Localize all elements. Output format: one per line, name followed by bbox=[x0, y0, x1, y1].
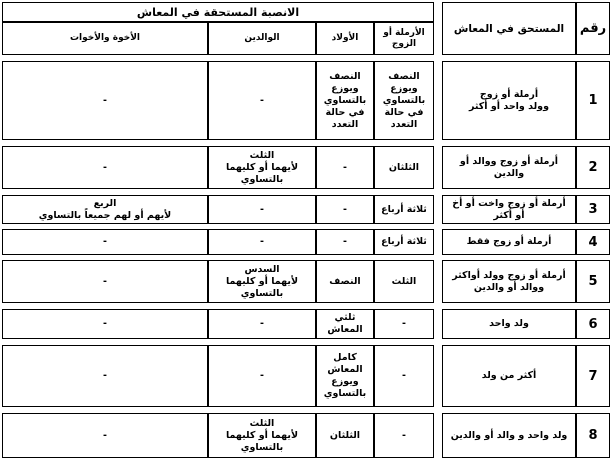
cell-widow: النصف ويوزع بالتساوي في حالة التعدد bbox=[374, 61, 434, 140]
row-beneficiary: أرملة أو زوج واخت أو أخ أو أكثر bbox=[442, 195, 576, 224]
cell-parents: الثلث لأيهما أو كليهما بالتساوي bbox=[208, 413, 316, 458]
cell-children: - bbox=[316, 146, 374, 189]
cell-siblings: - bbox=[2, 229, 208, 255]
cell-children: النصف ويوزع بالتساوي في حالة التعدد bbox=[316, 61, 374, 140]
table-row bbox=[2, 61, 610, 140]
row-beneficiary: أكثر من ولد bbox=[442, 345, 576, 407]
table-row bbox=[2, 195, 610, 224]
cell-parents: - bbox=[208, 61, 316, 140]
cell-parents: - bbox=[208, 345, 316, 407]
table-row bbox=[2, 146, 610, 189]
header-beneficiary: المستحق في المعاش bbox=[442, 2, 576, 55]
cell-parents: - bbox=[208, 229, 316, 255]
cell-parents: الثلث لأيهما أو كليهما بالتساوي bbox=[208, 146, 316, 189]
cell-parents: - bbox=[208, 195, 316, 224]
cell-parents: السدس لأيهما أو كليهما بالتساوي bbox=[208, 260, 316, 303]
row-num: 2 bbox=[576, 146, 610, 189]
row-num: 8 bbox=[576, 413, 610, 458]
table-row bbox=[2, 260, 610, 303]
row-beneficiary: أرملة أو زوج وولد واحد أو أكثر bbox=[442, 61, 576, 140]
header-shares-title: الانصبة المستحقة في المعاش bbox=[2, 2, 434, 22]
row-num: 3 bbox=[576, 195, 610, 224]
row-num: 6 bbox=[576, 309, 610, 339]
row-beneficiary: أرملة أو زوج وولد أواكثر ووالد أو والدين bbox=[442, 260, 576, 303]
cell-siblings: الربع لأيهم أو لهم جميعاً بالتساوي bbox=[2, 195, 208, 224]
header-col-parents: الوالدين bbox=[208, 22, 316, 55]
cell-widow: ثلاثة أرباع bbox=[374, 195, 434, 224]
header-col-siblings: الأخوة والأخوات bbox=[2, 22, 208, 55]
cell-widow: - bbox=[374, 309, 434, 339]
cell-siblings: - bbox=[2, 309, 208, 339]
cell-children: - bbox=[316, 229, 374, 255]
row-beneficiary: أرملة أو زوج ووالد أو والدين bbox=[442, 146, 576, 189]
row-num: 4 bbox=[576, 229, 610, 255]
cell-children: ثلثي المعاش bbox=[316, 309, 374, 339]
row-beneficiary: ولد واحد bbox=[442, 309, 576, 339]
cell-siblings: - bbox=[2, 260, 208, 303]
row-num: 1 bbox=[576, 61, 610, 140]
pension-shares-table bbox=[2, 2, 610, 458]
cell-siblings: - bbox=[2, 413, 208, 458]
cell-siblings: - bbox=[2, 345, 208, 407]
cell-children: الثلثان bbox=[316, 413, 374, 458]
header-num: رقم bbox=[576, 2, 610, 55]
cell-widow: - bbox=[374, 345, 434, 407]
header-col-widow: الأرملة أو الزوج bbox=[374, 22, 434, 55]
header-col-children: الأولاد bbox=[316, 22, 374, 55]
row-num: 7 bbox=[576, 345, 610, 407]
cell-widow: - bbox=[374, 413, 434, 458]
cell-widow: الثلثان bbox=[374, 146, 434, 189]
table-row bbox=[2, 229, 610, 255]
cell-widow: الثلث bbox=[374, 260, 434, 303]
row-beneficiary: أرملة أو زوج فقط bbox=[442, 229, 576, 255]
cell-children: - bbox=[316, 195, 374, 224]
cell-siblings: - bbox=[2, 146, 208, 189]
row-beneficiary: ولد واحد و والد أو والدين bbox=[442, 413, 576, 458]
cell-children: كامل المعاش ويوزع بالتساوي bbox=[316, 345, 374, 407]
cell-children: النصف bbox=[316, 260, 374, 303]
cell-parents: - bbox=[208, 309, 316, 339]
table-row bbox=[2, 309, 610, 339]
table-row bbox=[2, 345, 610, 407]
cell-siblings: - bbox=[2, 61, 208, 140]
cell-widow: ثلاثة أرباع bbox=[374, 229, 434, 255]
row-num: 5 bbox=[576, 260, 610, 303]
table-row bbox=[2, 413, 610, 458]
